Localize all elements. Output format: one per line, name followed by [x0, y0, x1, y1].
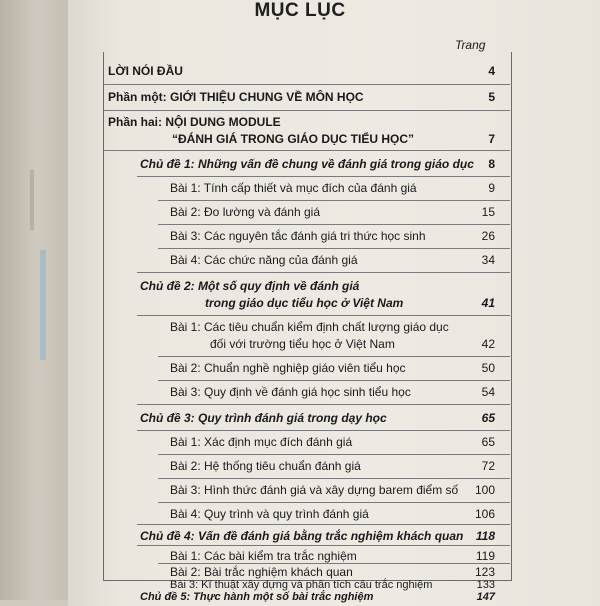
toc-entry-topic-4: Chủ đề 4: Vấn đề đánh giá bằng trắc nghiệm khách quan	[140, 529, 464, 543]
toc-entry-topic-1: Chủ đề 1: Những vấn đề chung về đánh giá trong giáo dục	[140, 157, 474, 171]
toc-entry-lesson: Bài 4: Các chức năng của đánh giá	[170, 253, 358, 267]
toc-page-lesson: 72	[481, 459, 495, 473]
divider	[158, 200, 510, 201]
toc-entry-lesson: Bài 3: Các nguyên tắc đánh giá tri thức học sinh	[170, 229, 426, 243]
toc-entry-topic-2-line1: Chủ đề 2: Một số quy định về đánh giá	[140, 279, 360, 293]
page-title: MỤC LỤC	[254, 0, 346, 21]
toc-entry-lesson: Bài 2: Đo lường và đánh giá	[170, 205, 320, 219]
page-edge-mark	[30, 170, 34, 230]
toc-page-lesson: 65	[481, 435, 495, 449]
toc-page-topic-4: 118	[475, 529, 495, 543]
toc-entry-preface: LỜI NÓI ĐẦU	[108, 64, 183, 78]
divider	[137, 404, 510, 405]
toc-page-topic-2: 41	[481, 296, 495, 310]
divider	[104, 84, 510, 85]
toc-entry-lesson: Bài 1: Tính cấp thiết và mục đích của đánh giá	[170, 181, 417, 195]
divider	[137, 176, 510, 177]
toc-entry-part-two-line2: “ĐÁNH GIÁ TRONG GIÁO DỤC TIỂU HỌC”	[172, 132, 414, 146]
toc-page-lesson: 34	[481, 253, 495, 267]
toc-page-lesson: 100	[474, 483, 495, 497]
divider	[158, 454, 510, 455]
toc-entry-lesson: Bài 2: Bài trắc nghiệm khách quan	[170, 565, 353, 579]
toc-page-lesson: 133	[476, 579, 495, 591]
toc-entry-lesson: Bài 3: Kĩ thuật xây dựng và phân tích câu trắc nghiệm	[170, 579, 433, 591]
toc-entry-topic-2-line2: trong giáo dục tiểu học ở Việt Nam	[205, 296, 404, 310]
divider	[158, 356, 510, 357]
toc-page-part-two: 7	[488, 132, 495, 146]
toc-entry-lesson-line2: đối với trường tiểu học ở Việt Nam	[210, 337, 395, 351]
toc-page-lesson: 9	[488, 181, 495, 195]
divider	[137, 545, 510, 546]
divider	[158, 502, 510, 503]
divider	[158, 248, 510, 249]
toc-entry-lesson: Bài 3: Quy định về đánh giá học sinh tiểu học	[170, 385, 411, 399]
toc-page-lesson: 26	[481, 229, 495, 243]
toc-entry-lesson-line1: Bài 1: Các tiêu chuẩn kiểm định chất lượng giáo dục	[170, 320, 449, 334]
divider	[137, 430, 510, 431]
toc-entry-part-one: Phần một: GIỚI THIỆU CHUNG VỀ MÔN HỌC	[108, 90, 364, 104]
toc-entry-lesson: Bài 2: Hệ thống tiêu chuẩn đánh giá	[170, 459, 361, 473]
divider	[137, 315, 510, 316]
page-edge-tab	[40, 250, 46, 360]
toc-page-topic-5: 147	[476, 591, 495, 603]
toc-entry-lesson: Bài 1: Các bài kiểm tra trắc nghiệm	[170, 549, 357, 563]
divider	[137, 524, 510, 525]
toc-page-lesson: 54	[481, 385, 495, 399]
toc-page-part-one: 5	[488, 90, 495, 104]
toc-page-lesson: 123	[474, 565, 495, 579]
toc-page-lesson: 42	[481, 337, 495, 351]
toc-page-topic-3: 65	[481, 411, 495, 425]
toc-entry-lesson: Bài 4: Quy trình và quy trình đánh giá	[170, 507, 369, 521]
toc-entry-part-two-line1: Phần hai: NỘI DUNG MODULE	[108, 115, 281, 129]
toc-entry-topic-5: Chủ đề 5: Thực hành một số bài trắc nghiệm	[140, 591, 374, 603]
toc-page-lesson: 50	[481, 361, 495, 375]
divider	[104, 110, 510, 111]
toc-entry-lesson: Bài 2: Chuẩn nghề nghiệp giáo viên tiểu học	[170, 361, 406, 375]
divider	[104, 150, 510, 151]
toc-entry-topic-3: Chủ đề 3: Quy trình đánh giá trong dạy học	[140, 411, 387, 425]
toc-entry-lesson: Bài 1: Xác định mục đích đánh giá	[170, 435, 353, 449]
toc-page-lesson: 119	[475, 549, 495, 563]
page-column-label: Trang	[455, 38, 486, 52]
divider	[158, 224, 510, 225]
toc-page-preface: 4	[488, 64, 495, 78]
divider	[158, 563, 510, 564]
toc-page-lesson: 15	[481, 205, 495, 219]
divider	[158, 478, 510, 479]
toc-entry-lesson: Bài 3: Hình thức đánh giá và xây dựng barem điểm số	[170, 483, 459, 497]
toc-page-lesson: 106	[474, 507, 495, 521]
book-spine	[0, 0, 68, 600]
divider	[137, 272, 510, 273]
divider	[158, 380, 510, 381]
toc-page-topic-1: 8	[488, 157, 495, 171]
